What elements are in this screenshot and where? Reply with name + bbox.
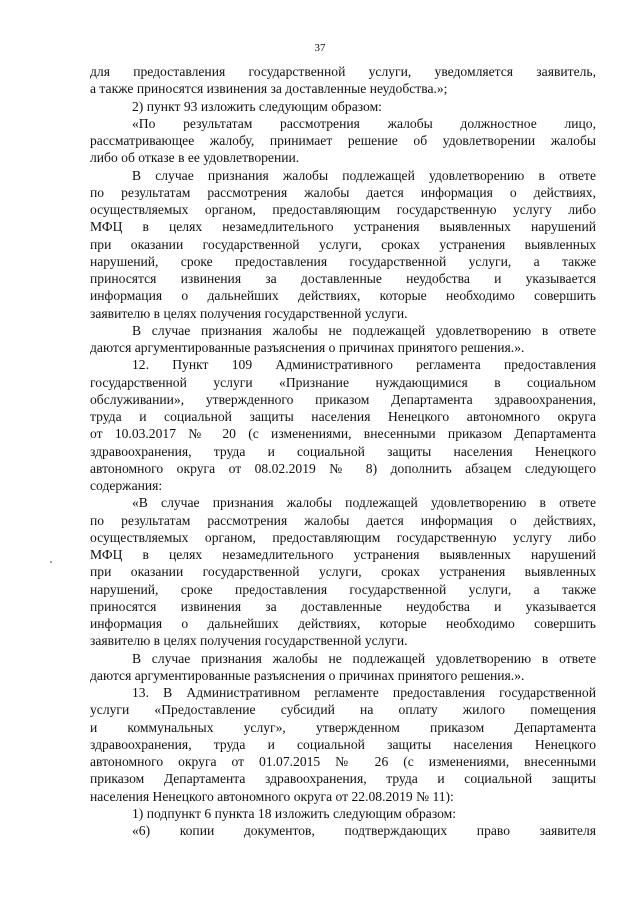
text-line: приносятся извинения за доставленные неудобства и указывается (90, 271, 596, 286)
text-line: а также приносятся извинения за доставленные неудобства.»; (90, 81, 448, 97)
text-line: при оказании государственной услуги, сроках устранения выявленных (90, 564, 596, 580)
text-line: содержания: (90, 478, 163, 493)
text-line: 1) подпункт 6 пункта 18 изложить следующим образом: (132, 805, 457, 821)
text-line: населения Ненецкого автономного округа от 22.08.2019 № 11): (90, 788, 454, 804)
text-line: В случае признания жалобы не подлежащей удовлетворению в ответе (132, 650, 596, 666)
text-line: 2) пункт 93 изложить следующим образом: (132, 98, 382, 114)
text-line: здравоохранения, труда и социальной защиты населения Ненецкого (90, 736, 596, 752)
text-line: нарушений, сроке предоставления государственной услуги, а также (90, 253, 596, 269)
text-line: рассматривающее жалобу, принимает решение об удовлетворении жалобы (90, 133, 596, 148)
text-line: приказом Департамента здравоохранения, труда и социальной защиты (90, 771, 596, 787)
text-line: услуги «Предоставление субсидий на оплату жилого помещения (90, 702, 596, 718)
text-line: от 10.03.2017 № 20 (с изменениями, внесенными приказом Департамента (90, 426, 596, 442)
text-line: информация о дальнейших действиях, которые необходимо совершить (90, 616, 596, 631)
text-line: В случае признания жалобы подлежащей удовлетворению в ответе (132, 167, 596, 183)
text-line: обслуживании», утвержденного приказом Департамента здравоохранения, (90, 391, 596, 407)
page-number: 37 (314, 42, 326, 54)
text-line: приносятся извинения за доставленные неудобства и указывается (90, 598, 596, 614)
scan-artifact (50, 561, 52, 563)
text-line: даются аргументированные разъяснения о причинах принятого решения.». (90, 667, 525, 683)
document-body (90, 63, 596, 839)
text-line: осуществляемых органом, предоставляющим государственную услугу либо (90, 529, 596, 545)
text-line: В случае признания жалобы не подлежащей удовлетворению в ответе (132, 322, 596, 338)
text-line: «6) копии документов, подтверждающих право заявителя (132, 823, 596, 838)
text-line: либо об отказе в ее удовлетворении. (90, 150, 300, 166)
text-line: государственной услуги «Признание нуждающимися в социальном (90, 374, 596, 390)
text-line: здравоохранения, труда и социальной защиты населения Ненецкого (90, 443, 596, 459)
text-line: «В случае признания жалобы подлежащей удовлетворению в ответе (132, 495, 596, 511)
text-line: «По результатам рассмотрения жалобы должностное лицо, (132, 115, 596, 131)
text-line: информация о дальнейших действиях, которые необходимо совершить (90, 288, 596, 304)
text-line: труда и социальной защиты населения Ненецкого автономного округа (90, 409, 596, 424)
text-line: автономного округа от 01.07.2015 № 26 (с изменениями, внесенными (90, 754, 596, 769)
text-line: МФЦ в целях незамедлительного устранения выявленных нарушений (90, 219, 596, 235)
text-line: заявителю в целях получения государственной услуги. (90, 633, 408, 649)
text-line: автономного округа от 08.02.2019 № 8) дополнить абзацем следующего (90, 460, 596, 476)
text-line: при оказании государственной услуги, сроках устранения выявленных (90, 236, 596, 252)
text-line: МФЦ в целях незамедлительного устранения выявленных нарушений (90, 547, 596, 562)
text-line: нарушений, сроке предоставления государственной услуги, а также (90, 581, 596, 597)
text-line: заявителю в целях получения государственной услуги. (90, 305, 408, 321)
text-line: и коммунальных услуг», утвержденном приказом Департамента (90, 719, 596, 735)
text-line: для предоставления государственной услуги, уведомляется заявитель, (90, 64, 596, 79)
text-line: осуществляемых органом, предоставляющим государственную услугу либо (90, 202, 596, 217)
text-line: даются аргументированные разъяснения о причинах принятого решения.». (90, 340, 525, 355)
text-line: 12. Пункт 109 Административного регламента предоставления (132, 357, 596, 373)
text-line: по результатам рассмотрения жалобы дается информация о действиях, (90, 512, 596, 528)
text-line: 13. В Административном регламенте предоставления государственной (132, 685, 596, 700)
text-line: по результатам рассмотрения жалобы дается информация о действиях, (90, 184, 596, 200)
